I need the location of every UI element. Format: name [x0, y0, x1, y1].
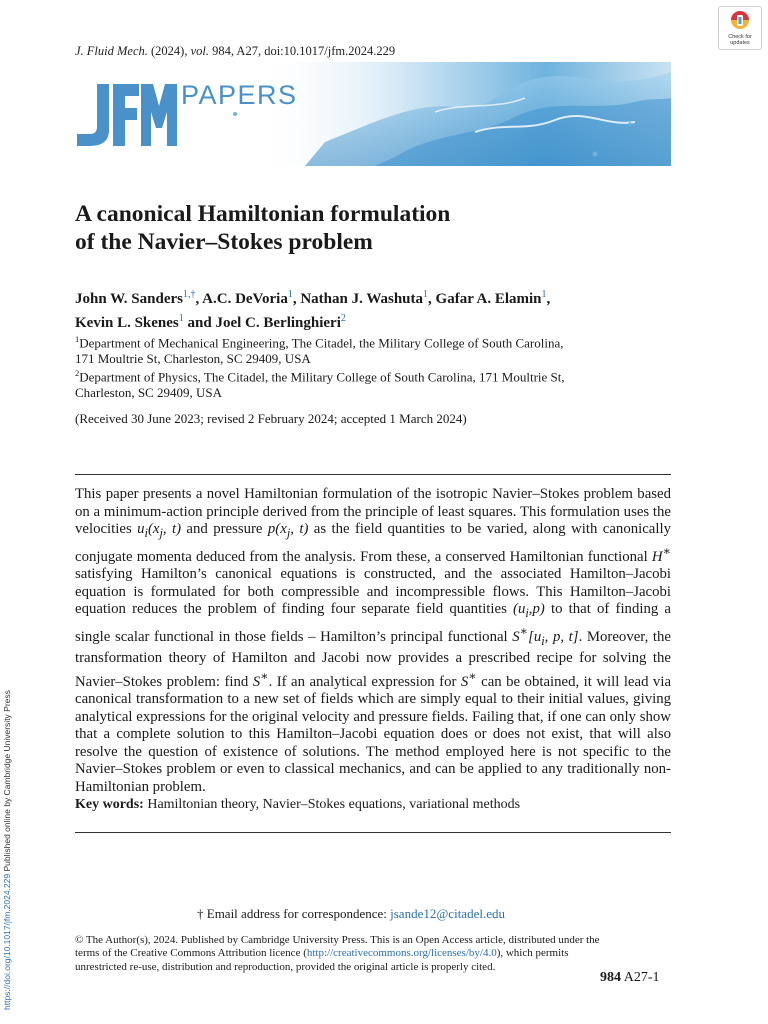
- journal-citation: [75, 44, 395, 59]
- email-link[interactable]: jsande12@citadel.edu: [390, 906, 505, 921]
- page-volume: 984: [600, 970, 621, 985]
- keywords-text: Hamiltonian theory, Navier–Stokes equations, variational methods: [143, 797, 521, 812]
- license-text-2: ), which permits unrestricted re-use, distribution and reproduction, provided the original article is properly cited.: [75, 947, 569, 973]
- crossmark-icon: [719, 7, 761, 35]
- math: S∗: [460, 668, 477, 690]
- author-name: John W. Sanders: [75, 291, 183, 307]
- affiliation-number: 1: [75, 334, 80, 344]
- abstract-top-rule: [75, 474, 671, 475]
- author-name: Joel C. Berlinghieri: [215, 315, 341, 331]
- affiliation-text: Department of Physics, The Citadel, the Military College of South Carolina, 171 Moultrie St,: [79, 369, 565, 385]
- check-for-updates-badge[interactable]: [718, 6, 762, 50]
- affiliation-text: Department of Mechanical Engineering, The Citadel, the Military College of South Carolina,: [79, 335, 564, 351]
- license-link[interactable]: http://creativecommons.org/licenses/by/4.0: [306, 947, 497, 960]
- abstract-text: satisfying Hamilton’s canonical equations is constructed, and the associated Hamilton–Jacobi equation is formulated for both compressible and incompressible flows. This Hamilton–Jacobi equation reduces the problem of finding four separate field quantities: [75, 566, 671, 618]
- title-line-2: of the Navier–Stokes problem: [75, 229, 373, 255]
- badge-label: [719, 34, 761, 46]
- abstract-text: This paper presents a novel Hamiltonian formulation of the isotropic Navier–Stokes problem based on a minimum-action principle derived from the principle of least squares. This formulation uses the velocities: [75, 486, 671, 538]
- author-affiliation-mark[interactable]: 1,†: [182, 289, 196, 300]
- abstract-text: . Moreover, the transformation theory of Hamilton and Jacobi now provides a prescribed recipe for solving the Navier–Stokes problem: find: [75, 628, 672, 690]
- abstract-text: as the field quantities to be varied, along with canonically conjugate momenta deduced from the analysis. From these, a conserved Hamiltonian functional: [75, 521, 671, 565]
- affiliation-1-line-2: 171 Moultrie St, Charleston, SC 29409, USA: [75, 351, 311, 367]
- author-affiliation-mark[interactable]: 2: [340, 313, 346, 324]
- page-article: A27-1: [621, 970, 660, 985]
- author-name: Gafar A. Elamin: [435, 291, 542, 307]
- license-text: © The Author(s), 2024. Published by Cambridge University Press. This is an Open Access article, distributed under the terms of the Creative Commons Attribution licence (: [75, 934, 600, 960]
- jfm-papers-banner: [75, 62, 671, 166]
- author-name: A.C. DeVoria: [202, 291, 288, 307]
- affiliation-1-line-1: [75, 331, 675, 351]
- sidebar-text: Published online by Cambridge University Press: [2, 690, 12, 874]
- title-line-1: A canonical Hamiltonian formulation: [75, 201, 451, 227]
- keywords-label: Key words:: [75, 797, 144, 812]
- author-affiliation-mark[interactable]: 1: [287, 289, 293, 300]
- sidebar-doi-link[interactable]: https://doi.org/10.1017/jfm.2024.229: [2, 873, 12, 1010]
- affiliation-number: 2: [75, 368, 80, 378]
- license-statement: [75, 934, 605, 974]
- author-name: Kevin L. Skenes: [75, 315, 179, 331]
- banner-papers-label: PAPERS: [181, 80, 298, 110]
- keywords: [75, 797, 520, 813]
- paper-title: [75, 200, 635, 256]
- affiliation-1: [75, 331, 675, 367]
- badge-line-2: updates: [730, 40, 750, 46]
- math: $u_i(x_j$, t): [137, 521, 182, 541]
- journal-year: (2024),: [151, 44, 191, 58]
- abstract-text: can be obtained, it will lead via canonical transformation to a new set of fields which are simply equal to their initial values, giving analytical expressions for the original velocity and pressure fields. Failing that, if one can only show that a complete solution to this Hamilton–Jacobi equation does or does not exist, that will also resolve the question of existence of solutions. The method employed here is not specific to the Navier–Stokes problem or even to classical mechanics, and can be applied to any traditionally non-Hamiltonian problem.: [75, 673, 672, 795]
- received-dates: (Received 30 June 2023; revised 2 February 2024; accepted 1 March 2024): [75, 411, 467, 426]
- badge-line-1: Check for: [728, 34, 752, 40]
- abstract-text: to that of finding a single scalar functional in those fields – Hamilton’s principal functional: [75, 601, 671, 645]
- author-affiliation-mark[interactable]: 1: [178, 313, 184, 324]
- email-prefix: † Email address for correspondence:: [197, 906, 391, 921]
- math: $S^∗[u_i$, p, t]: [512, 623, 579, 648]
- math: $(u_i,p)$: [513, 601, 545, 621]
- author-affiliation-mark[interactable]: 1: [541, 289, 547, 300]
- affiliation-2-line-2: Charleston, SC 29409, USA: [75, 385, 222, 401]
- journal-doi: 984, A27, doi:10.1017/jfm.2024.229: [209, 44, 396, 58]
- author-list: John W. Sanders$^{1,\dagger}$, A.C. DeVoria$^1$, Nathan J. Washuta$^1$, Gafar A. Elamin$^1$, Kevin L. Skenes$^1$ and Joel C. Berlinghieri$^2$: [75, 289, 551, 331]
- math: S∗: [252, 668, 269, 690]
- author-affiliation-mark[interactable]: 1: [423, 289, 429, 300]
- abstract-bottom-rule: [75, 832, 671, 833]
- journal-name: J. Fluid Mech.: [75, 44, 148, 58]
- affiliation-2: [75, 365, 675, 401]
- banner-graphic: [75, 62, 671, 166]
- math: $p(x_j$, t): [267, 521, 309, 541]
- sidebar-doi-notice: [2, 690, 12, 1010]
- journal-vol-label: vol.: [190, 44, 209, 58]
- affiliation-2-line-1: [75, 365, 675, 385]
- correspondence-email: [197, 906, 505, 922]
- math: H∗: [651, 543, 671, 565]
- abstract-text: and pressure: [181, 521, 268, 538]
- page-number: [600, 970, 660, 986]
- author-name: Nathan J. Washuta: [300, 291, 424, 307]
- abstract: [75, 486, 671, 796]
- abstract-text: . If an analytical expression for: [268, 673, 461, 690]
